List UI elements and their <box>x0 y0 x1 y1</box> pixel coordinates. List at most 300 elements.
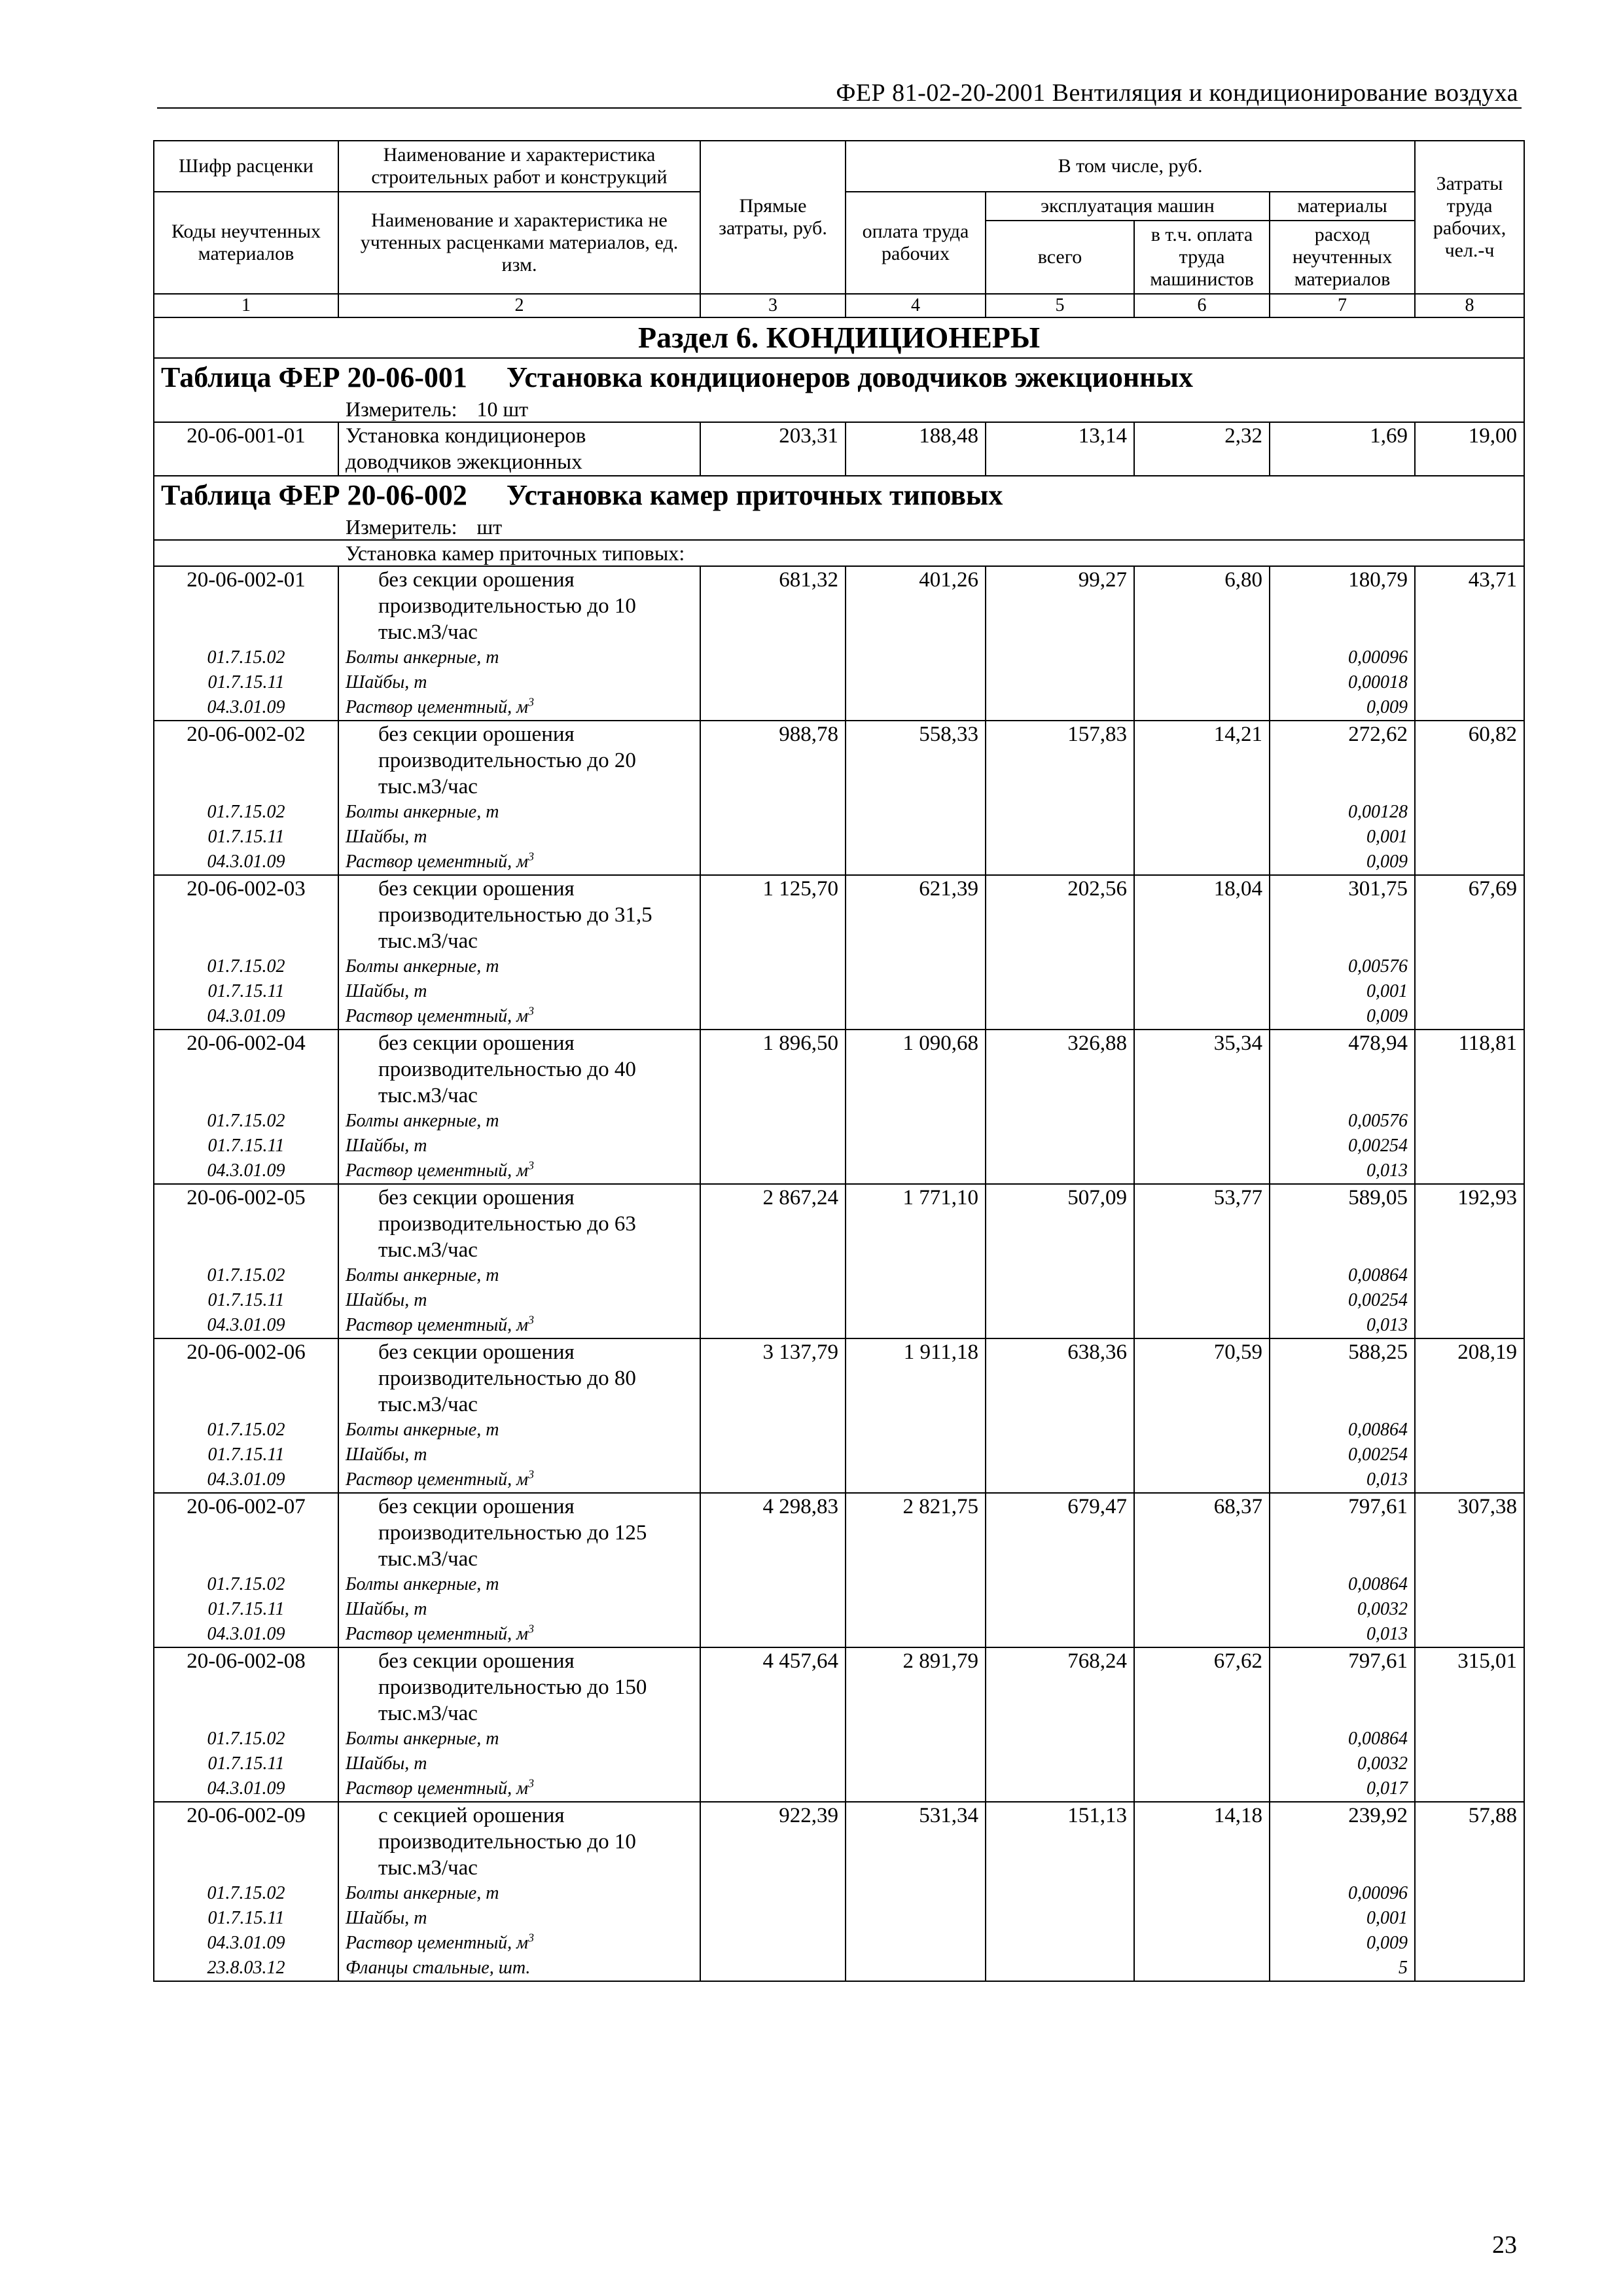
material-name <box>338 1956 700 1981</box>
page-number: 23 <box>1492 2231 1517 2259</box>
empty-cell <box>1415 850 1524 875</box>
empty-cell <box>846 1467 986 1493</box>
empty-cell <box>846 1572 986 1597</box>
empty-cell <box>986 954 1134 979</box>
material-code: 01.7.15.11 <box>154 1134 338 1158</box>
empty-cell <box>700 1956 846 1981</box>
superscript-3: 3 <box>528 1622 535 1636</box>
rate-code: 20-06-002-02 <box>154 721 338 800</box>
col-number: 3 <box>700 294 846 317</box>
labor-hours: 307,38 <box>1415 1493 1524 1572</box>
labor-pay: 188,48 <box>846 422 986 476</box>
direct-cost: 922,39 <box>700 1802 846 1881</box>
material-name <box>338 670 700 695</box>
rate-name-line: тыс.м3/час <box>378 775 478 798</box>
table-title-1 <box>154 358 1524 397</box>
rate-name <box>338 422 700 476</box>
material-qty: 0,001 <box>1270 825 1415 850</box>
labor-hours: 315,01 <box>1415 1647 1524 1727</box>
labor-pay: 1 771,10 <box>846 1184 986 1263</box>
empty-cell <box>846 1109 986 1134</box>
empty-cell <box>1134 1004 1270 1030</box>
material-code: 01.7.15.02 <box>154 645 338 670</box>
table-row <box>154 1184 1524 1263</box>
empty-cell <box>700 979 846 1004</box>
empty-cell <box>700 850 846 875</box>
machines-total: 157,83 <box>986 721 1134 800</box>
empty-cell <box>700 800 846 825</box>
header-group: В том числе, руб. <box>846 141 1415 192</box>
labor-hours: 192,93 <box>1415 1184 1524 1263</box>
empty-cell <box>1134 800 1270 825</box>
rate-code: 20-06-001-01 <box>154 422 338 476</box>
superscript-3: 3 <box>528 1004 535 1018</box>
header-materials: материалы <box>1270 192 1415 221</box>
material-code: 01.7.15.11 <box>154 825 338 850</box>
material-code: 01.7.15.11 <box>154 979 338 1004</box>
material-name <box>338 1263 700 1288</box>
empty-cell <box>1415 1597 1524 1622</box>
material-row <box>154 1881 1524 1906</box>
material-code: 01.7.15.11 <box>154 1751 338 1776</box>
rate-name-line: производительностью до 31,5 <box>378 903 652 927</box>
empty-cell <box>846 1751 986 1776</box>
material-name-text: Раствор цементный, м <box>346 1160 529 1181</box>
empty-cell <box>700 1443 846 1467</box>
empty-cell <box>986 1881 1134 1906</box>
material-name <box>338 1931 700 1956</box>
material-name-text: Болты анкерные, т <box>346 802 499 822</box>
empty-cell <box>1134 1906 1270 1931</box>
material-qty: 0,013 <box>1270 1313 1415 1338</box>
empty-cell <box>986 850 1134 875</box>
rate-name <box>338 1493 700 1572</box>
empty-cell <box>986 1727 1134 1751</box>
empty-cell <box>846 1956 986 1981</box>
material-row <box>154 954 1524 979</box>
header-rule <box>157 107 1522 109</box>
material-name-text: Шайбы, т <box>346 981 427 1001</box>
machinists-pay: 70,59 <box>1134 1338 1270 1418</box>
material-name <box>338 1597 700 1622</box>
rate-name <box>338 875 700 954</box>
material-code: 01.7.15.02 <box>154 800 338 825</box>
rate-name-line: производительностью до 10 <box>378 1830 636 1854</box>
material-qty: 0,009 <box>1270 1004 1415 1030</box>
material-code: 04.3.01.09 <box>154 850 338 875</box>
empty-cell <box>1134 954 1270 979</box>
material-code: 01.7.15.02 <box>154 1109 338 1134</box>
material-name <box>338 1881 700 1906</box>
empty-cell <box>1134 695 1270 721</box>
empty-cell <box>846 1906 986 1931</box>
empty-cell <box>700 1906 846 1931</box>
rate-name-line: без секции орошения <box>378 1495 575 1518</box>
empty-cell <box>1415 1467 1524 1493</box>
materials-cost: 1,69 <box>1270 422 1415 476</box>
empty-cell <box>986 800 1134 825</box>
empty-cell <box>700 695 846 721</box>
material-row <box>154 1134 1524 1158</box>
table-row <box>154 1338 1524 1418</box>
material-code: 04.3.01.09 <box>154 1776 338 1802</box>
direct-cost: 2 867,24 <box>700 1184 846 1263</box>
material-code: 04.3.01.09 <box>154 1158 338 1184</box>
direct-cost: 3 137,79 <box>700 1338 846 1418</box>
empty-cell <box>986 1418 1134 1443</box>
rate-code: 20-06-002-01 <box>154 566 338 645</box>
empty-cell <box>1415 670 1524 695</box>
machines-total: 326,88 <box>986 1030 1134 1109</box>
material-code: 04.3.01.09 <box>154 1467 338 1493</box>
material-name-text: Болты анкерные, т <box>346 1111 499 1131</box>
empty-cell <box>846 695 986 721</box>
labor-pay: 401,26 <box>846 566 986 645</box>
empty-cell <box>846 1263 986 1288</box>
empty-cell <box>846 1776 986 1802</box>
meter-label: Измеритель: <box>346 397 457 421</box>
empty-cell <box>1415 1956 1524 1981</box>
empty-cell <box>1415 1751 1524 1776</box>
empty-cell <box>846 1597 986 1622</box>
material-qty: 0,001 <box>1270 979 1415 1004</box>
rate-name-line: производительностью до 63 <box>378 1212 636 1236</box>
machines-total: 507,09 <box>986 1184 1134 1263</box>
direct-cost: 4 298,83 <box>700 1493 846 1572</box>
machinists-pay: 14,18 <box>1134 1802 1270 1881</box>
empty-cell <box>1415 825 1524 850</box>
rate-code: 20-06-002-03 <box>154 875 338 954</box>
rate-name <box>338 1184 700 1263</box>
table-row <box>154 566 1524 645</box>
materials-cost: 239,92 <box>1270 1802 1415 1881</box>
material-qty: 0,0032 <box>1270 1597 1415 1622</box>
machinists-pay: 2,32 <box>1134 422 1270 476</box>
header-col7: расход неучтенных материалов <box>1270 221 1415 294</box>
labor-hours: 19,00 <box>1415 422 1524 476</box>
direct-cost: 681,32 <box>700 566 846 645</box>
material-row <box>154 1004 1524 1030</box>
material-name <box>338 800 700 825</box>
material-name-text: Шайбы, т <box>346 1290 427 1310</box>
empty-cell <box>1415 1158 1524 1184</box>
meter-row <box>154 397 1524 422</box>
rate-name-line: без секции орошения <box>378 1031 575 1055</box>
header-col3: Прямые затраты, руб. <box>700 141 846 294</box>
material-name <box>338 1109 700 1134</box>
empty-cell <box>700 1418 846 1443</box>
rate-name <box>338 721 700 800</box>
material-row <box>154 670 1524 695</box>
material-code: 01.7.15.11 <box>154 1906 338 1931</box>
empty-cell <box>846 1881 986 1906</box>
empty-cell <box>986 1467 1134 1493</box>
material-code: 01.7.15.02 <box>154 1263 338 1288</box>
materials-cost: 589,05 <box>1270 1184 1415 1263</box>
material-name <box>338 1906 700 1931</box>
empty-cell <box>1415 1313 1524 1338</box>
empty-cell <box>700 645 846 670</box>
rate-code: 20-06-002-06 <box>154 1338 338 1418</box>
meter-row <box>154 514 1524 540</box>
empty-cell <box>986 1906 1134 1931</box>
rate-name <box>338 1647 700 1727</box>
materials-cost: 272,62 <box>1270 721 1415 800</box>
material-qty: 0,00254 <box>1270 1134 1415 1158</box>
material-name <box>338 1776 700 1802</box>
empty-cell <box>986 1263 1134 1288</box>
material-name-text: Раствор цементный, м <box>346 1006 529 1026</box>
empty-cell <box>1415 1906 1524 1931</box>
empty-cell <box>846 1931 986 1956</box>
empty-cell <box>1134 1956 1270 1981</box>
labor-pay: 2 891,79 <box>846 1647 986 1727</box>
table-row <box>154 1493 1524 1572</box>
empty-cell <box>1134 1776 1270 1802</box>
empty-cell <box>986 645 1134 670</box>
material-code: 01.7.15.02 <box>154 1727 338 1751</box>
rate-code: 20-06-002-05 <box>154 1184 338 1263</box>
rate-name-line: производительностью до 125 <box>378 1521 647 1545</box>
material-name-text: Болты анкерные, т <box>346 1420 499 1440</box>
labor-hours: 43,71 <box>1415 566 1524 645</box>
material-name-text: Раствор цементный, м <box>346 1469 529 1490</box>
empty-cell <box>846 979 986 1004</box>
machines-total: 638,36 <box>986 1338 1134 1418</box>
col-number: 4 <box>846 294 986 317</box>
meter-value: 10 шт <box>476 397 529 421</box>
rate-name-line: без секции орошения <box>378 1340 575 1364</box>
materials-cost: 797,61 <box>1270 1493 1415 1572</box>
material-name <box>338 825 700 850</box>
material-row <box>154 800 1524 825</box>
material-name-text: Раствор цементный, м <box>346 697 529 717</box>
empty-cell <box>1415 1572 1524 1597</box>
header-col5: всего <box>986 221 1134 294</box>
empty-cell <box>700 1597 846 1622</box>
document-header: ФЕР 81-02-20-2001 Вентиляция и кондиционирование воздуха <box>836 79 1518 107</box>
material-qty: 0,00864 <box>1270 1418 1415 1443</box>
labor-pay: 2 821,75 <box>846 1493 986 1572</box>
material-qty: 0,00018 <box>1270 670 1415 695</box>
empty-cell <box>986 1572 1134 1597</box>
material-row <box>154 1906 1524 1931</box>
empty-cell <box>700 1134 846 1158</box>
material-name-text: Болты анкерные, т <box>346 647 499 668</box>
empty-cell <box>846 645 986 670</box>
empty-cell <box>1134 1443 1270 1467</box>
rate-code: 20-06-002-08 <box>154 1647 338 1727</box>
empty-cell <box>700 1881 846 1906</box>
machines-total: 679,47 <box>986 1493 1134 1572</box>
material-name <box>338 850 700 875</box>
empty-cell <box>1415 1288 1524 1313</box>
material-code: 04.3.01.09 <box>154 1313 338 1338</box>
material-name-text: Шайбы, т <box>346 1136 427 1156</box>
empty-cell <box>846 850 986 875</box>
header-col6: в т.ч. оплата труда машинистов <box>1134 221 1270 294</box>
empty-cell <box>1134 1597 1270 1622</box>
labor-hours: 60,82 <box>1415 721 1524 800</box>
price-table <box>153 140 1525 1982</box>
labor-hours: 208,19 <box>1415 1338 1524 1418</box>
superscript-3: 3 <box>528 1776 535 1790</box>
material-row <box>154 1467 1524 1493</box>
material-name-text: Фланцы стальные, шт. <box>346 1958 531 1978</box>
material-code: 01.7.15.02 <box>154 1881 338 1906</box>
superscript-3: 3 <box>528 850 535 863</box>
material-qty: 0,009 <box>1270 850 1415 875</box>
material-row <box>154 1158 1524 1184</box>
rate-name-line: производительностью до 20 <box>378 749 636 772</box>
material-name <box>338 1467 700 1493</box>
machinists-pay: 6,80 <box>1134 566 1270 645</box>
empty-cell <box>1134 1134 1270 1158</box>
rate-name <box>338 1030 700 1109</box>
material-code: 04.3.01.09 <box>154 1931 338 1956</box>
material-name <box>338 1004 700 1030</box>
material-name-text: Шайбы, т <box>346 1908 427 1928</box>
empty-cell <box>986 1956 1134 1981</box>
empty-cell <box>1134 1622 1270 1647</box>
material-row <box>154 850 1524 875</box>
rate-name-line: доводчиков эжекционных <box>346 450 582 474</box>
material-name <box>338 1134 700 1158</box>
material-qty: 0,00864 <box>1270 1263 1415 1288</box>
superscript-3: 3 <box>528 695 535 709</box>
col-number: 6 <box>1134 294 1270 317</box>
material-qty: 0,00864 <box>1270 1727 1415 1751</box>
empty-cell <box>986 1931 1134 1956</box>
empty-cell <box>846 1418 986 1443</box>
material-row <box>154 1622 1524 1647</box>
empty-cell <box>1415 1443 1524 1467</box>
empty-cell <box>700 1158 846 1184</box>
machines-total: 768,24 <box>986 1647 1134 1727</box>
material-row <box>154 1727 1524 1751</box>
empty-cell <box>846 1158 986 1184</box>
material-row <box>154 1313 1524 1338</box>
material-name-text: Болты анкерные, т <box>346 1574 499 1594</box>
empty-cell <box>700 1313 846 1338</box>
table-row <box>154 875 1524 954</box>
material-qty: 5 <box>1270 1956 1415 1981</box>
empty-cell <box>700 1751 846 1776</box>
material-name-text: Шайбы, т <box>346 1444 427 1465</box>
rate-name <box>338 1338 700 1418</box>
material-row <box>154 825 1524 850</box>
empty-cell <box>700 954 846 979</box>
empty-cell <box>1134 1263 1270 1288</box>
material-qty: 0,00254 <box>1270 1288 1415 1313</box>
material-code: 01.7.15.02 <box>154 1572 338 1597</box>
rate-code: 20-06-002-07 <box>154 1493 338 1572</box>
material-row <box>154 1597 1524 1622</box>
rate-name-line: без секции орошения <box>378 723 575 746</box>
empty-cell <box>846 1004 986 1030</box>
empty-cell <box>1134 1931 1270 1956</box>
empty-cell <box>846 954 986 979</box>
empty-cell <box>1415 1134 1524 1158</box>
meter-value: шт <box>476 515 503 539</box>
rate-name-line: Установка кондиционеров <box>346 424 586 448</box>
section-title: Раздел 6. КОНДИЦИОНЕРЫ <box>154 317 1524 358</box>
material-name <box>338 1727 700 1751</box>
empty-cell <box>700 1109 846 1134</box>
material-code: 23.8.03.12 <box>154 1956 338 1981</box>
header-machines: эксплуатация машин <box>986 192 1270 221</box>
empty-cell <box>1134 1727 1270 1751</box>
empty-cell <box>1415 1727 1524 1751</box>
labor-pay: 621,39 <box>846 875 986 954</box>
rate-name-line: производительностью до 10 <box>378 594 636 618</box>
empty-cell <box>700 670 846 695</box>
material-row <box>154 1776 1524 1802</box>
empty-cell <box>1415 800 1524 825</box>
material-qty: 0,017 <box>1270 1776 1415 1802</box>
material-row <box>154 695 1524 721</box>
materials-cost: 478,94 <box>1270 1030 1415 1109</box>
labor-hours: 67,69 <box>1415 875 1524 954</box>
rate-name-line: тыс.м3/час <box>378 1238 478 1262</box>
rate-name-line: тыс.м3/час <box>378 1393 478 1416</box>
table-row <box>154 1030 1524 1109</box>
empty-cell <box>700 1263 846 1288</box>
labor-pay: 531,34 <box>846 1802 986 1881</box>
material-qty: 0,00096 <box>1270 1881 1415 1906</box>
material-code: 01.7.15.02 <box>154 1418 338 1443</box>
machines-total: 13,14 <box>986 422 1134 476</box>
materials-cost: 301,75 <box>1270 875 1415 954</box>
empty-cell <box>846 800 986 825</box>
material-row <box>154 1418 1524 1443</box>
machinists-pay: 18,04 <box>1134 875 1270 954</box>
empty-cell <box>986 1313 1134 1338</box>
material-name-text: Шайбы, т <box>346 1599 427 1619</box>
direct-cost: 1 896,50 <box>700 1030 846 1109</box>
empty-cell <box>986 1597 1134 1622</box>
empty-cell <box>986 1751 1134 1776</box>
direct-cost: 1 125,70 <box>700 875 846 954</box>
empty-cell <box>1134 1751 1270 1776</box>
header-col2-top: Наименование и характеристика строительных работ и конструкций <box>338 141 700 192</box>
empty-cell <box>1415 1776 1524 1802</box>
col-number: 8 <box>1415 294 1524 317</box>
machines-total: 151,13 <box>986 1802 1134 1881</box>
material-name <box>338 1288 700 1313</box>
material-name-text: Шайбы, т <box>346 672 427 692</box>
labor-pay: 1 090,68 <box>846 1030 986 1109</box>
material-name-text: Шайбы, т <box>346 827 427 847</box>
material-name <box>338 979 700 1004</box>
superscript-3: 3 <box>528 1931 535 1945</box>
header-col8: Затраты труда рабочих, чел.-ч <box>1415 141 1524 294</box>
material-name-text: Болты анкерные, т <box>346 1729 499 1749</box>
material-code: 01.7.15.11 <box>154 670 338 695</box>
material-qty: 0,009 <box>1270 695 1415 721</box>
header-col1-bottom: Коды неучтенных материалов <box>154 192 338 294</box>
material-code: 01.7.15.11 <box>154 1443 338 1467</box>
material-qty: 0,013 <box>1270 1622 1415 1647</box>
material-qty: 0,00576 <box>1270 1109 1415 1134</box>
empty-cell <box>846 1443 986 1467</box>
table-code: Таблица ФЕР 20-06-002 <box>161 479 467 511</box>
empty-cell <box>1134 1313 1270 1338</box>
material-name-text: Раствор цементный, м <box>346 1933 529 1953</box>
empty-cell <box>1415 1881 1524 1906</box>
direct-cost: 203,31 <box>700 422 846 476</box>
empty-cell <box>1415 1622 1524 1647</box>
